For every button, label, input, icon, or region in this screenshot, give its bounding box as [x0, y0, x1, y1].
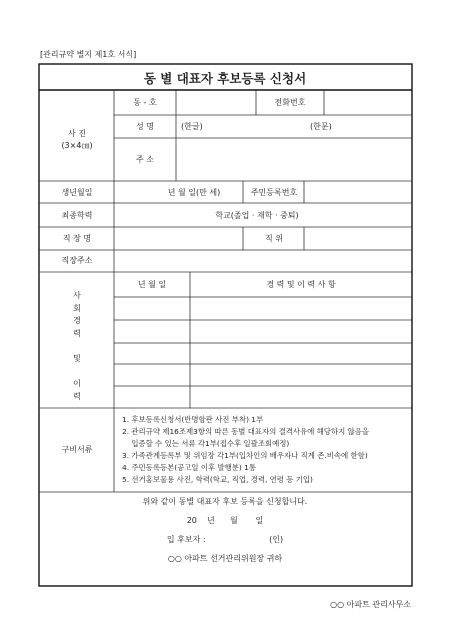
phone-field[interactable]: [325, 91, 411, 114]
name-hanja-label: (한문): [310, 122, 332, 131]
document-item: 입증할 수 있는 서류 각1부(접수후 일괄조회예정): [122, 439, 290, 448]
address-field[interactable]: [177, 139, 411, 180]
position-label: 직 위: [265, 234, 283, 243]
work-address-label: 직장주소: [61, 256, 93, 265]
address-label: 주 소: [136, 155, 154, 164]
career-row[interactable]: [115, 344, 411, 363]
dong-ho-label: 동 - 호: [133, 98, 157, 107]
footer-office: ○○ 아파트 관리사무소: [330, 600, 411, 609]
applicant-signature[interactable]: 입 후보자 : (인): [166, 535, 284, 544]
career-row[interactable]: [115, 365, 411, 385]
resident-no-label: 주민등록번호: [250, 188, 298, 197]
education-format: 학교(졸업 · 재학 · 중퇴): [215, 211, 299, 220]
photo-label: 사 진: [68, 129, 86, 138]
declaration-statement: 위와 같이 동별 대표자 후보 등록을 신청합니다.: [142, 497, 308, 506]
birth-format: 년 월 일(만 세): [167, 188, 221, 197]
name-label: 성 명: [136, 122, 154, 131]
birth-label: 생년월일: [61, 188, 93, 197]
declaration-date: 20 년 월 일: [186, 516, 264, 525]
education-field[interactable]: [115, 204, 411, 226]
phone-label: 전화번호: [274, 98, 306, 107]
dong-ho-field[interactable]: [177, 91, 255, 114]
birth-field[interactable]: [115, 182, 242, 202]
career-row[interactable]: [115, 321, 411, 342]
position-field[interactable]: [305, 228, 411, 249]
document-item: 1. 후보등록신청서(반명함판 사진 부착) 1부: [122, 415, 264, 424]
documents-label: 구비서류: [61, 445, 93, 454]
document-item: 5. 선거홍보물용 사진, 학력(학교, 직업, 경력, 연령 등 기입): [122, 475, 313, 484]
photo-size: (3×4㎝): [61, 141, 93, 150]
document-item: 2. 관리규약 제16조제3항의 따른 동별 대표자의 결격사유에 해당하지 않음을: [122, 427, 369, 436]
education-label: 최종학력: [61, 211, 93, 220]
work-address-field[interactable]: [115, 251, 411, 271]
form-title: 동 별 대표자 후보등록 신청서: [143, 71, 307, 86]
workplace-field[interactable]: [115, 228, 242, 249]
form-label: [관리규약 별지 제1호 서식]: [40, 50, 137, 59]
recipient: ○○ 아파트 선거관리위원장 귀하: [167, 554, 283, 563]
document-item: 4. 주민등록등본(공고일 이후 발행분) 1통: [122, 463, 257, 472]
career-label: 사 회 경 력 및 이 력: [73, 291, 81, 401]
name-korean-label: (한글): [181, 122, 203, 131]
name-field[interactable]: [177, 116, 411, 137]
career-detail-header: 경 력 및 이 력 사 항: [266, 280, 336, 289]
career-date-header: 년 월 일: [137, 280, 167, 289]
document-item: 3. 가족관계등록부 및 위임장 각1부(입차인의 배우자나 직계 존.비속에 한함): [122, 451, 368, 460]
resident-no-field[interactable]: [305, 182, 411, 202]
career-row[interactable]: [115, 387, 411, 407]
career-row[interactable]: [115, 298, 411, 319]
workplace-label: 직 장 명: [62, 234, 92, 243]
